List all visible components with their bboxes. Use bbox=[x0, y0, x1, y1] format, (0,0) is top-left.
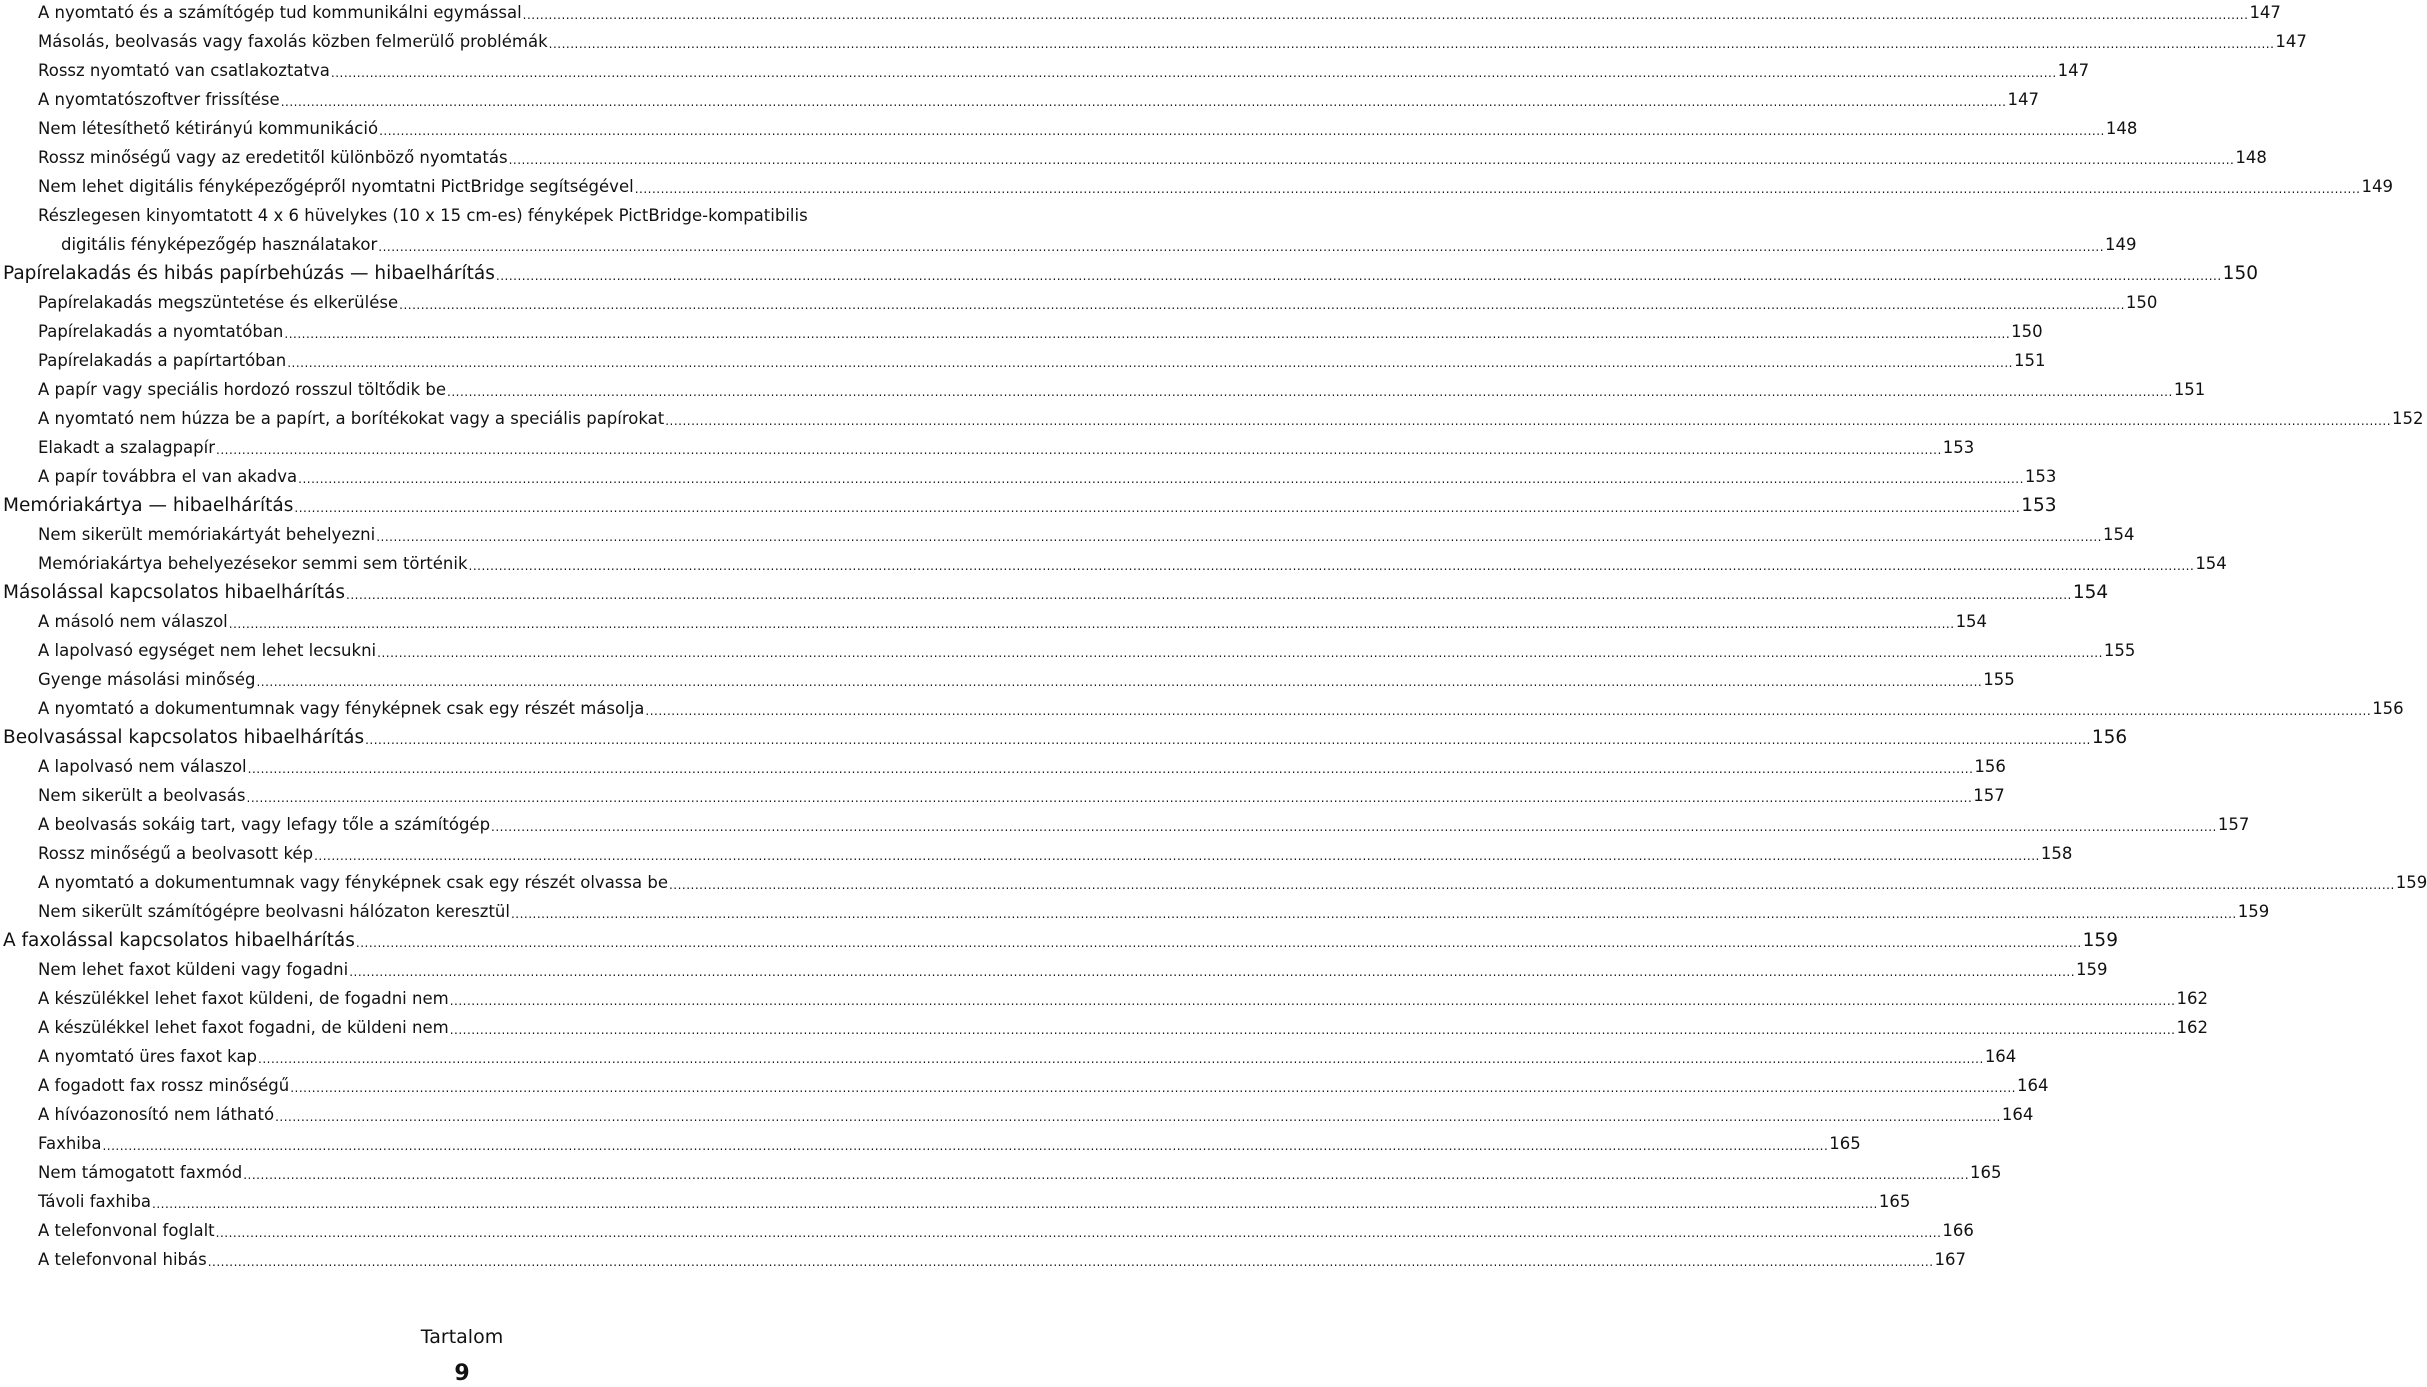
dot-leader: ................................................................................................................................................................................................................................................................................................................................................................................................................ bbox=[449, 1023, 2176, 1037]
toc-entry-page: 157 bbox=[1973, 786, 2005, 805]
dot-leader: ................................................................................................................................................................................................................................................................................................................................................................................................................ bbox=[298, 472, 2024, 486]
toc-entry-title: Távoli faxhiba bbox=[38, 1192, 152, 1211]
toc-entry[interactable] bbox=[38, 116, 2138, 142]
toc-entry-page: 154 bbox=[2072, 582, 2109, 603]
toc-entry[interactable] bbox=[38, 435, 1975, 461]
toc-entry-page: 151 bbox=[2013, 351, 2046, 370]
toc-entry[interactable] bbox=[38, 957, 2108, 983]
toc-entry[interactable] bbox=[38, 203, 960, 229]
toc-entry[interactable] bbox=[38, 1160, 2002, 1186]
footer-section-title: Tartalom bbox=[420, 1326, 504, 1348]
toc-entry[interactable] bbox=[38, 551, 2227, 577]
toc-entry-page: 154 bbox=[2102, 525, 2135, 544]
toc-entry-title: Nem lehet faxot küldeni vagy fogadni bbox=[38, 960, 349, 979]
toc-entry-page: 148 bbox=[2235, 148, 2267, 167]
toc-entry[interactable] bbox=[38, 87, 2039, 113]
toc-entry-page: 159 bbox=[2395, 873, 2427, 892]
dot-leader: ................................................................................................................................................................................................................................................................................................................................................................................................................ bbox=[522, 8, 2249, 22]
toc-entry-title: A telefonvonal hibás bbox=[38, 1250, 207, 1269]
dot-leader: ................................................................................................................................................................................................................................................................................................................................................................................................................ bbox=[284, 327, 2011, 341]
toc-entry[interactable] bbox=[38, 696, 2404, 722]
toc-entry[interactable] bbox=[38, 986, 2208, 1012]
toc-entry-title: A készülékkel lehet faxot fogadni, de küldeni nem bbox=[38, 1018, 449, 1037]
dot-leader: ................................................................................................................................................................................................................................................................................................................................................................................................................ bbox=[258, 1052, 1984, 1066]
toc-entry-page: 155 bbox=[2103, 641, 2136, 660]
toc-entry[interactable] bbox=[38, 464, 2057, 490]
dot-leader: ................................................................................................................................................................................................................................................................................................................................................................................................................ bbox=[548, 37, 2275, 51]
toc-entry-title: Nem támogatott faxmód bbox=[38, 1163, 243, 1182]
toc-entry[interactable] bbox=[38, 812, 2250, 838]
toc-entry-title: Rossz nyomtató van csatlakoztatva bbox=[38, 61, 330, 80]
dot-leader: ................................................................................................................................................................................................................................................................................................................................................................................................................ bbox=[645, 704, 2372, 718]
toc-entry-title: Papírelakadás megszüntetése és elkerülése bbox=[38, 293, 399, 312]
toc-section-entry[interactable] bbox=[3, 928, 2118, 954]
toc-entry-page: 164 bbox=[2017, 1076, 2049, 1095]
toc-entry-title: Papírelakadás a nyomtatóban bbox=[38, 322, 284, 341]
toc-entry-title: Nem sikerült memóriakártyát behelyezni bbox=[38, 525, 376, 544]
toc-entry-page: 150 bbox=[2125, 293, 2158, 312]
dot-leader: ................................................................................................................................................................................................................................................................................................................................................................................................................ bbox=[256, 675, 1983, 689]
toc-entry-page: 148 bbox=[2105, 119, 2138, 138]
toc-entry-page: 164 bbox=[1984, 1047, 2017, 1066]
dot-leader: ................................................................................................................................................................................................................................................................................................................................................................................................................ bbox=[378, 240, 2105, 254]
dot-leader: ................................................................................................................................................................................................................................................................................................................................................................................................................ bbox=[508, 153, 2235, 167]
dot-leader: ................................................................................................................................................................................................................................................................................................................................................................................................................ bbox=[377, 646, 2103, 660]
toc-entry[interactable] bbox=[38, 1218, 1974, 1244]
toc-entry[interactable] bbox=[38, 1102, 2034, 1128]
dot-leader: ................................................................................................................................................................................................................................................................................................................................................................................................................ bbox=[495, 269, 2222, 283]
footer-page-number: 9 bbox=[454, 1361, 470, 1386]
toc-entry-title: Másolással kapcsolatos hibaelhárítás bbox=[3, 582, 346, 603]
toc-entry-page: 156 bbox=[2091, 727, 2128, 748]
toc-section-entry[interactable] bbox=[3, 580, 2109, 606]
toc-entry-page: 147 bbox=[2057, 61, 2090, 80]
dot-leader: ................................................................................................................................................................................................................................................................................................................................................................................................................ bbox=[376, 530, 2102, 544]
toc-entry-title: Faxhiba bbox=[38, 1134, 102, 1153]
toc-entry-title: Elakadt a szalagpapír bbox=[38, 438, 216, 457]
dot-leader: ................................................................................................................................................................................................................................................................................................................................................................................................................ bbox=[207, 1255, 1934, 1269]
toc-entry-title: A faxolással kapcsolatos hibaelhárítás bbox=[3, 930, 355, 951]
toc-entry-title: Másolás, beolvasás vagy faxolás közben felmerülő problémák bbox=[38, 32, 548, 51]
dot-leader: ................................................................................................................................................................................................................................................................................................................................................................................................................ bbox=[294, 501, 2021, 515]
toc-entry-page: 155 bbox=[1983, 670, 2015, 689]
dot-leader: ................................................................................................................................................................................................................................................................................................................................................................................................................ bbox=[102, 1139, 1829, 1153]
dot-leader: ................................................................................................................................................................................................................................................................................................................................................................................................................ bbox=[365, 733, 2091, 747]
toc-entry-title: Papírelakadás a papírtartóban bbox=[38, 351, 287, 370]
toc-entry-page: 165 bbox=[1970, 1163, 2002, 1182]
dot-leader: ................................................................................................................................................................................................................................................................................................................................................................................................................ bbox=[468, 559, 2195, 573]
toc-entry[interactable] bbox=[38, 58, 2090, 84]
dot-leader: ................................................................................................................................................................................................................................................................................................................................................................................................................ bbox=[152, 1197, 1878, 1211]
toc-entry-page: 150 bbox=[2011, 322, 2043, 341]
dot-leader: ................................................................................................................................................................................................................................................................................................................................................................................................................ bbox=[247, 762, 1974, 776]
toc-entry-page: 153 bbox=[2021, 495, 2057, 516]
toc-entry-page: 164 bbox=[2001, 1105, 2034, 1124]
toc-entry-title: A nyomtató és a számítógép tud kommunikálni egymással bbox=[38, 3, 522, 22]
toc-entry-title: Rossz minőségű a beolvasott kép bbox=[38, 844, 314, 863]
toc-entry-title: Papírelakadás és hibás papírbehúzás — hibaelhárítás bbox=[3, 263, 495, 284]
toc-entry-page: 165 bbox=[1829, 1134, 1861, 1153]
dot-leader: ................................................................................................................................................................................................................................................................................................................................................................................................................ bbox=[314, 849, 2040, 863]
toc-entry[interactable] bbox=[38, 609, 1988, 635]
toc-entry[interactable] bbox=[38, 841, 2073, 867]
dot-leader: ................................................................................................................................................................................................................................................................................................................................................................................................................ bbox=[349, 965, 2076, 979]
toc-entry-page: 149 bbox=[2105, 235, 2137, 254]
toc-entry-title: A beolvasás sokáig tart, vagy lefagy tőle a számítógép bbox=[38, 815, 491, 834]
toc-entry-title: Beolvasással kapcsolatos hibaelhárítás bbox=[3, 727, 365, 748]
toc-entry-title: Nem sikerült a beolvasás bbox=[38, 786, 246, 805]
dot-leader: ................................................................................................................................................................................................................................................................................................................................................................................................................ bbox=[510, 907, 2237, 921]
toc-entry-page: 147 bbox=[2275, 32, 2307, 51]
toc-entry-page: 153 bbox=[1942, 438, 1975, 457]
toc-entry-page: 158 bbox=[2040, 844, 2073, 863]
toc-entry[interactable] bbox=[38, 290, 2158, 316]
toc-entry[interactable] bbox=[38, 1015, 2208, 1041]
dot-leader: ................................................................................................................................................................................................................................................................................................................................................................................................................ bbox=[447, 385, 2173, 399]
toc-entry[interactable] bbox=[38, 638, 2136, 664]
toc-entry[interactable] bbox=[38, 899, 2270, 925]
toc-entry-page: 147 bbox=[2249, 3, 2281, 22]
toc-entry-page: 162 bbox=[2176, 1018, 2208, 1037]
dot-leader: ................................................................................................................................................................................................................................................................................................................................................................................................................ bbox=[228, 617, 1955, 631]
toc-entry-title: Memóriakártya behelyezésekor semmi sem történik bbox=[38, 554, 468, 573]
toc-entry-page: 159 bbox=[2076, 960, 2108, 979]
dot-leader: ................................................................................................................................................................................................................................................................................................................................................................................................................ bbox=[665, 414, 2392, 428]
toc-entry-page: 167 bbox=[1934, 1250, 1967, 1269]
toc-entry-page: 157 bbox=[2217, 815, 2250, 834]
toc-entry-page: 150 bbox=[2222, 263, 2258, 284]
toc-entry-title: A nyomtató nem húzza be a papírt, a borítékokat vagy a speciális papírokat bbox=[38, 409, 665, 428]
dot-leader: ................................................................................................................................................................................................................................................................................................................................................................................................................ bbox=[491, 820, 2217, 834]
toc-entry-title: A telefonvonal foglalt bbox=[38, 1221, 215, 1240]
dot-leader: ................................................................................................................................................................................................................................................................................................................................................................................................................ bbox=[216, 443, 1942, 457]
dot-leader: ................................................................................................................................................................................................................................................................................................................................................................................................................ bbox=[634, 182, 2361, 196]
toc-entry-title: A nyomtató a dokumentumnak vagy fényképnek csak egy részét olvassa be bbox=[38, 873, 668, 892]
toc-entry-title: A hívóazonosító nem látható bbox=[38, 1105, 275, 1124]
toc-entry-page: 165 bbox=[1878, 1192, 1911, 1211]
dot-leader: ................................................................................................................................................................................................................................................................................................................................................................................................................ bbox=[275, 1110, 2001, 1124]
dot-leader: ................................................................................................................................................................................................................................................................................................................................................................................................................ bbox=[379, 124, 2105, 138]
toc-entry-title: Rossz minőségű vagy az eredetitől különböző nyomtatás bbox=[38, 148, 508, 167]
toc-entry[interactable] bbox=[38, 1247, 1967, 1273]
toc-entry[interactable] bbox=[38, 174, 2393, 200]
toc-entry[interactable] bbox=[61, 232, 2137, 258]
dot-leader: ................................................................................................................................................................................................................................................................................................................................................................................................................ bbox=[290, 1081, 2016, 1095]
toc-section-entry[interactable] bbox=[3, 725, 2128, 751]
toc-entry-page: 166 bbox=[1942, 1221, 1974, 1240]
toc-entry[interactable] bbox=[38, 522, 2135, 548]
toc-entry[interactable] bbox=[38, 754, 2006, 780]
toc-section-entry[interactable] bbox=[3, 493, 2057, 519]
toc-entry-page: 154 bbox=[1955, 612, 1988, 631]
toc-entry-title: Gyenge másolási minőség bbox=[38, 670, 256, 689]
dot-leader: ................................................................................................................................................................................................................................................................................................................................................................................................................ bbox=[449, 994, 2176, 1008]
toc-entry-page: 149 bbox=[2361, 177, 2393, 196]
toc-entry-title: Nem létesíthető kétirányú kommunikáció bbox=[38, 119, 379, 138]
toc-entry[interactable] bbox=[38, 783, 2005, 809]
toc-entry-title: A nyomtatószoftver frissítése bbox=[38, 90, 280, 109]
toc-entry[interactable] bbox=[38, 1044, 2017, 1070]
toc-section-entry[interactable] bbox=[3, 261, 2258, 287]
dot-leader: ................................................................................................................................................................................................................................................................................................................................................................................................................ bbox=[280, 95, 2007, 109]
toc-entry-title: A papír továbbra el van akadva bbox=[38, 467, 298, 486]
toc-entry-title: digitális fényképezőgép használatakor bbox=[61, 235, 378, 254]
toc-entry-page: 156 bbox=[1974, 757, 2006, 776]
dot-leader: ................................................................................................................................................................................................................................................................................................................................................................................................................ bbox=[346, 588, 2072, 602]
toc-entry-title: A lapolvasó egységet nem lehet lecsukni bbox=[38, 641, 377, 660]
toc-entry[interactable] bbox=[38, 667, 2015, 693]
toc-entry-title: Nem lehet digitális fényképezőgépről nyomtatni PictBridge segítségével bbox=[38, 177, 634, 196]
toc-entry-page: 151 bbox=[2173, 380, 2206, 399]
toc-entry-page: 154 bbox=[2195, 554, 2227, 573]
dot-leader: ................................................................................................................................................................................................................................................................................................................................................................................................................ bbox=[243, 1168, 1970, 1182]
toc-entry-title: A másoló nem válaszol bbox=[38, 612, 228, 631]
toc-entry-title: Memóriakártya — hibaelhárítás bbox=[3, 495, 294, 516]
toc-entry-page: 147 bbox=[2007, 90, 2039, 109]
toc-entry[interactable] bbox=[38, 145, 2267, 171]
toc-entry-title: A fogadott fax rossz minőségű bbox=[38, 1076, 290, 1095]
toc-entry-title: A nyomtató üres faxot kap bbox=[38, 1047, 258, 1066]
dot-leader: ................................................................................................................................................................................................................................................................................................................................................................................................................ bbox=[355, 936, 2082, 950]
toc-entry-title: A papír vagy speciális hordozó rosszul töltődik be bbox=[38, 380, 447, 399]
toc-entry[interactable] bbox=[38, 0, 2281, 26]
toc-entry-title: A nyomtató a dokumentumnak vagy fényképnek csak egy részét másolja bbox=[38, 699, 645, 718]
toc-entry-page: 153 bbox=[2024, 467, 2057, 486]
dot-leader: ................................................................................................................................................................................................................................................................................................................................................................................................................ bbox=[399, 298, 2125, 312]
toc-entry-page: 159 bbox=[2082, 930, 2118, 951]
toc-entry-page: 152 bbox=[2392, 409, 2424, 428]
toc-entry[interactable] bbox=[38, 1131, 1861, 1157]
toc-entry[interactable] bbox=[38, 406, 2424, 432]
toc-entry[interactable] bbox=[38, 1073, 2049, 1099]
toc-entry[interactable] bbox=[38, 377, 2206, 403]
toc-entry[interactable] bbox=[38, 319, 2043, 345]
toc-entry-title: A készülékkel lehet faxot küldeni, de fogadni nem bbox=[38, 989, 449, 1008]
toc-entry[interactable] bbox=[38, 29, 2307, 55]
toc-entry[interactable] bbox=[38, 1189, 1911, 1215]
toc-entry-page: 162 bbox=[2176, 989, 2208, 1008]
toc-entry[interactable] bbox=[38, 870, 2427, 896]
dot-leader: ................................................................................................................................................................................................................................................................................................................................................................................................................ bbox=[246, 791, 1973, 805]
dot-leader: ................................................................................................................................................................................................................................................................................................................................................................................................................ bbox=[330, 66, 2057, 80]
toc-entry-page: 156 bbox=[2372, 699, 2404, 718]
toc-entry-title: A lapolvasó nem válaszol bbox=[38, 757, 247, 776]
dot-leader: ................................................................................................................................................................................................................................................................................................................................................................................................................ bbox=[668, 878, 2395, 892]
toc-entry-page: 159 bbox=[2237, 902, 2270, 921]
dot-leader: ................................................................................................................................................................................................................................................................................................................................................................................................................ bbox=[215, 1226, 1942, 1240]
dot-leader: ................................................................................................................................................................................................................................................................................................................................................................................................................ bbox=[287, 356, 2013, 370]
toc-entry-title: Részlegesen kinyomtatott 4 x 6 hüvelykes (10 x 15 cm-es) fényképek PictBridge-kompatibilis bbox=[38, 206, 808, 225]
toc-entry[interactable] bbox=[38, 348, 2046, 374]
toc-entry-title: Nem sikerült számítógépre beolvasni hálózaton keresztül bbox=[38, 902, 510, 921]
